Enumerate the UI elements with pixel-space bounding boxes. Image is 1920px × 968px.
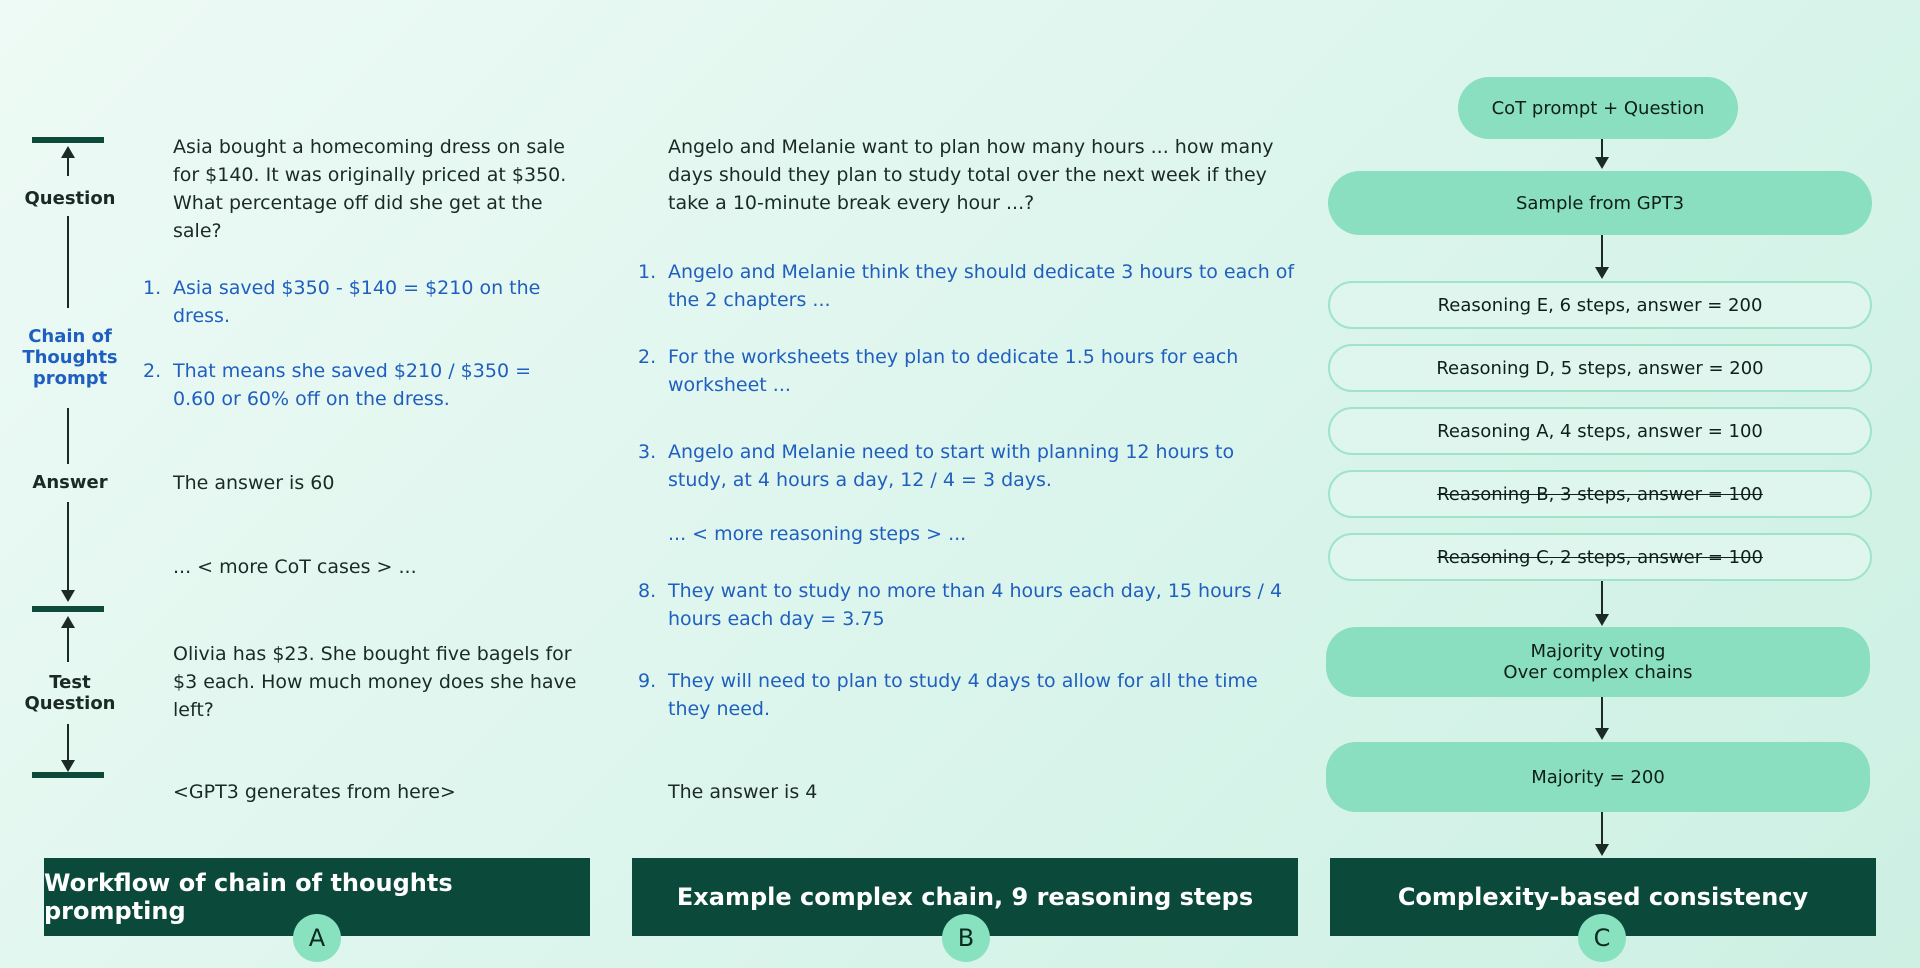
timeline-mid-bar xyxy=(32,606,104,612)
step-text: Angelo and Melanie think they should dedicate 3 hours to each of the 2 chapters ... xyxy=(668,261,1295,311)
reasoning-step xyxy=(638,438,1298,494)
step-number: 1. xyxy=(638,261,657,283)
panel-c-badge: C xyxy=(1578,914,1626,962)
step-text: They will need to plan to study 4 days to allow for all the time they need. xyxy=(668,670,1258,720)
timeline-line xyxy=(67,502,69,590)
panel-a-title: Workflow of chain of thoughts prompting xyxy=(44,858,590,936)
arrow-down-icon xyxy=(1595,844,1609,856)
reasoning-node xyxy=(1328,281,1872,329)
more-reasoning-steps: ... < more reasoning steps > ... xyxy=(668,523,967,545)
reasoning-step xyxy=(638,667,1298,723)
reasoning-step xyxy=(638,577,1298,633)
reasoning-node xyxy=(1328,533,1872,581)
arrow-down-icon xyxy=(1595,267,1609,279)
panel-b-title: Example complex chain, 9 reasoning steps xyxy=(632,858,1298,936)
arrow-down-icon xyxy=(1595,728,1609,740)
more-cot-cases: ... < more CoT cases > ... xyxy=(173,556,417,578)
flow-arrow-line xyxy=(1601,581,1603,614)
timeline-line xyxy=(67,626,69,662)
label-answer: Answer xyxy=(32,472,108,493)
step-text: Asia saved $350 - $140 = $210 on the dress. xyxy=(173,277,541,327)
step-number: 3. xyxy=(638,441,657,463)
reasoning-text: Reasoning E, 6 steps, answer = 200 xyxy=(1437,294,1763,316)
label-question: Question xyxy=(24,188,116,209)
panel-c-title: Complexity-based consistency xyxy=(1330,858,1876,936)
step-text: Angelo and Melanie need to start with planning 12 hours to study, at 4 hours a day, 12 / 4 = 3 days. xyxy=(668,441,1235,491)
reasoning-node xyxy=(1328,407,1872,455)
reasoning-text: Reasoning B, 3 steps, answer = 100 xyxy=(1437,483,1763,505)
timeline-line xyxy=(67,216,69,308)
sample-gpt3-node: Sample from GPT3 xyxy=(1328,171,1872,235)
majority-voting-line1: Majority voting xyxy=(1530,641,1666,662)
flow-arrow-line xyxy=(1601,812,1603,844)
arrow-down-icon xyxy=(61,590,75,602)
step-number: 2. xyxy=(638,346,657,368)
reasoning-step xyxy=(638,343,1298,399)
question-text: Asia bought a homecoming dress on sale for $140. It was originally priced at $350. What percentage off did she get at the sale? xyxy=(173,136,567,242)
step-number: 2. xyxy=(143,360,162,382)
majority-result-node: Majority = 200 xyxy=(1326,742,1870,812)
arrow-down-icon xyxy=(1595,157,1609,169)
cot-step xyxy=(143,274,553,330)
reasoning-node xyxy=(1328,344,1872,392)
step-number: 8. xyxy=(638,580,657,602)
reasoning-node xyxy=(1328,470,1872,518)
step-number: 1. xyxy=(143,277,162,299)
test-question-text: Olivia has $23. She bought five bagels for $3 each. How much money does she have left? xyxy=(173,643,577,721)
cot-step xyxy=(143,357,573,413)
answer-text: The answer is 60 xyxy=(173,472,335,494)
reasoning-text: Reasoning C, 2 steps, answer = 100 xyxy=(1437,546,1763,568)
timeline-top-bar xyxy=(32,137,104,143)
timeline-line xyxy=(67,724,69,760)
label-chain-of-thoughts: Chain of Thoughts prompt xyxy=(22,326,118,389)
timeline-bottom-bar xyxy=(32,772,104,778)
step-text: That means she saved $210 / $350 = 0.60 or 60% off on the dress. xyxy=(173,360,531,410)
gpt3-generates-text: <GPT3 generates from here> xyxy=(173,781,456,803)
flow-arrow-line xyxy=(1601,697,1603,728)
majority-voting-line2: Over complex chains xyxy=(1503,662,1693,683)
reasoning-text: Reasoning A, 4 steps, answer = 100 xyxy=(1437,420,1763,442)
answer-text: The answer is 4 xyxy=(668,781,818,803)
panel-a-badge: A xyxy=(293,914,341,962)
cot-prompt-question-node: CoT prompt + Question xyxy=(1458,77,1738,139)
timeline-line xyxy=(67,408,69,464)
step-number: 9. xyxy=(638,670,657,692)
complex-question-text: Angelo and Melanie want to plan how many hours ... how many days should they plan to study total over the next week if they take a 10-minute break every hour ...? xyxy=(668,136,1274,214)
step-text: For the worksheets they plan to dedicate 1.5 hours for each worksheet ... xyxy=(668,346,1239,396)
reasoning-step xyxy=(638,258,1298,314)
majority-voting-node xyxy=(1326,627,1870,697)
reasoning-text: Reasoning D, 5 steps, answer = 200 xyxy=(1436,357,1764,379)
panel-b-badge: B xyxy=(942,914,990,962)
flow-arrow-line xyxy=(1601,235,1603,271)
flow-arrow-line xyxy=(1601,139,1603,157)
arrow-down-icon xyxy=(61,760,75,772)
timeline-line xyxy=(67,156,69,176)
step-text: They want to study no more than 4 hours each day, 15 hours / 4 hours each day = 3.75 xyxy=(668,580,1283,630)
arrow-down-icon xyxy=(1595,614,1609,626)
label-test-question: Test Question xyxy=(24,672,116,714)
